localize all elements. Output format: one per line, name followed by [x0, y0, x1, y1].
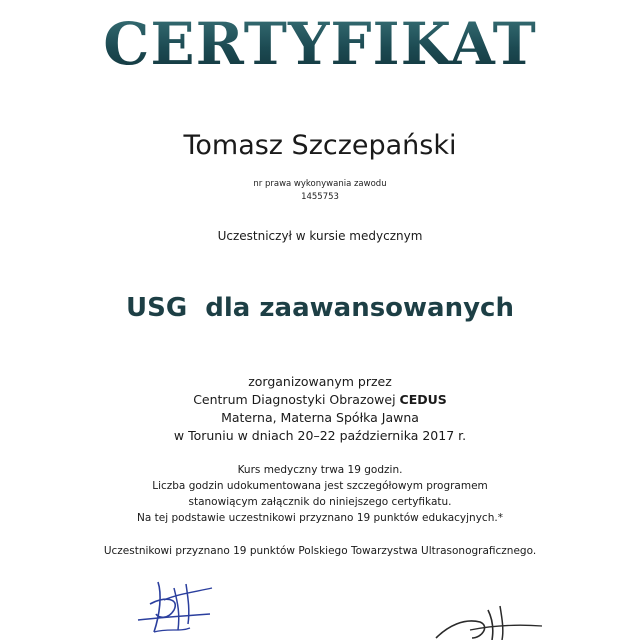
ptu-points-text: Uczestnikowi przyznano 19 punktów Polskiego Towarzystwa Ultrasonograficznego. [103, 545, 537, 557]
recipient-name: Tomasz Szczepański [183, 130, 457, 161]
organizer-company: Materna, Materna Spółka Jawna [221, 410, 419, 425]
details-block [0, 462, 640, 526]
signature-left [128, 574, 224, 640]
participation-text: Uczestniczył w kursie medycznym [217, 229, 423, 243]
organizer-center-prefix: Centrum Diagnostyki Obrazowej [193, 392, 400, 407]
certificate-title: CERTYFIKAT [0, 4, 640, 84]
details-line: stanowiącym załącznik do niniejszego certyfikatu. [188, 496, 452, 508]
course-name: USG dla zaawansowanych [126, 293, 514, 323]
details-line: Liczba godzin udokumentowana jest szczegółowym programem [152, 480, 488, 492]
organizer-intro: zorganizowanym przez [248, 374, 392, 389]
course-location-date: w Toruniu w dniach 20–22 października 2017 r. [173, 428, 467, 443]
organizer-center [0, 391, 640, 409]
organizer-center-bold: CEDUS [399, 392, 447, 407]
organizer-block [0, 373, 640, 445]
license-number: 1455753 [301, 192, 339, 202]
license-label: nr prawa wykonywania zawodu [253, 179, 387, 189]
signature-right [430, 604, 550, 640]
details-line: Na tej podstawie uczestnikowi przyznano 19 punktów edukacyjnych.* [137, 512, 503, 524]
details-line: Kurs medyczny trwa 19 godzin. [237, 464, 403, 476]
